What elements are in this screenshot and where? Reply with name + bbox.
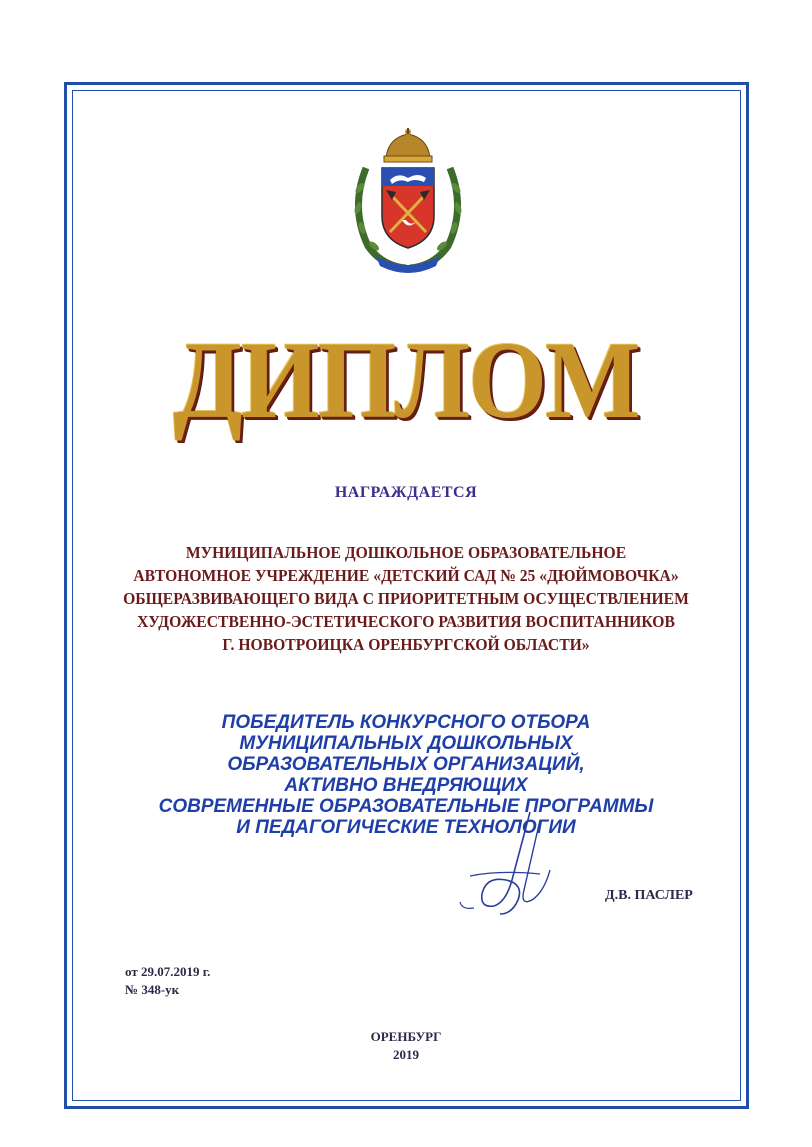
order-info [125,963,210,999]
order-number: № 348-ук [125,982,180,997]
place-and-year [0,1028,812,1064]
recipient-line: ХУДОЖЕСТВЕННО-ЭСТЕТИЧЕСКОГО РАЗВИТИЯ ВОСПИТАННИКОВ [137,612,675,631]
handwritten-signature [440,810,570,920]
recipient-line: Г. НОВОТРОИЦКА ОРЕНБУРГСКОЙ ОБЛАСТИ» [222,635,590,654]
winner-line: ОБРАЗОВАТЕЛЬНЫХ ОРГАНИЗАЦИЙ, [227,754,585,775]
winner-line: СОВРЕМЕННЫЕ ОБРАЗОВАТЕЛЬНЫЕ ПРОГРАММЫ [158,796,654,817]
awarded-heading: НАГРАЖДАЕТСЯ [334,484,478,501]
signer-name: Д.В. ПАСЛЕР [605,888,693,903]
recipient-block [115,541,696,656]
diploma-title: ДИПЛОМ [173,319,639,441]
city-name: ОРЕНБУРГ [370,1029,442,1044]
coat-of-arms-icon [346,128,470,276]
recipient-line: АВТОНОМНОЕ УЧРЕЖДЕНИЕ «ДЕТСКИЙ САД № 25 «ДЮЙМОВОЧКА» [133,566,679,585]
recipient-line: ОБЩЕРАЗВИВАЮЩЕГО ВИДА С ПРИОРИТЕТНЫМ ОСУЩЕСТВЛЕНИЕМ [123,589,689,608]
winner-line: ПОБЕДИТЕЛЬ КОНКУРСНОГО ОТБОРА [221,712,591,733]
recipient-line: МУНИЦИПАЛЬНОЕ ДОШКОЛЬНОЕ ОБРАЗОВАТЕЛЬНОЕ [185,543,627,562]
winner-line: АКТИВНО ВНЕДРЯЮЩИХ [284,775,528,796]
order-date: от 29.07.2019 г. [125,964,211,979]
winner-block [90,712,722,838]
winner-line: И ПЕДАГОГИЧЕСКИЕ ТЕХНОЛОГИИ [236,817,576,838]
winner-line: МУНИЦИПАЛЬНЫХ ДОШКОЛЬНЫХ [239,733,573,754]
year: 2019 [393,1047,419,1062]
